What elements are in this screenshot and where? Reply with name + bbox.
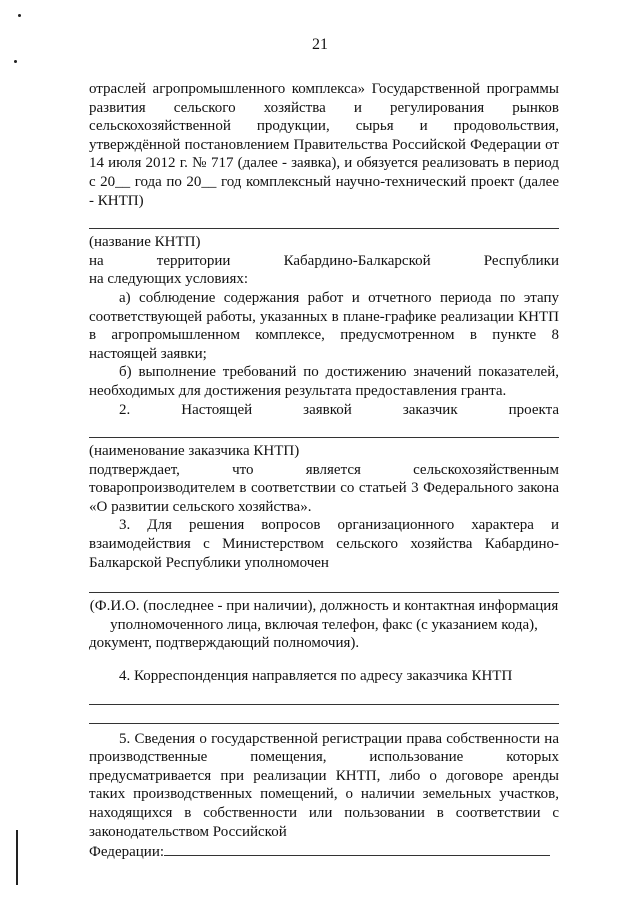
- scan-mark: [16, 830, 18, 885]
- paragraph-territory: на территории Кабардино-Балкарской Республики: [89, 252, 559, 269]
- item-5-end: [89, 841, 559, 862]
- paragraph-intro: отраслей агропромышленного комплекса» Государственной программы развития сельского хозяйства и регулирования рынков сельскохозяйственной продукции, сырья и продовольствия, утверждённой постановлением Правительства Российской Федерации от 14 июля 2012 г. № 717 (далее - заявка), и обязуется реализовать в период с 20__ года по 20__ год комплексный научно-технический проект (далее - КНТП): [89, 81, 559, 209]
- paragraph-conditions: на следующих условиях:: [89, 271, 249, 288]
- item-2-continued: подтверждает, что является сельскохозяйственным товаропроизводителем в соответствии со статьей 3 Федерального закона «О развитии сельского хозяйства».: [89, 461, 559, 515]
- document-body: [89, 80, 559, 862]
- blank-line-customer[interactable]: [89, 423, 559, 438]
- item-5-end-label: Федерации:: [89, 844, 165, 861]
- item-5: 5. Сведения о государственной регистрации права собственности на производственные помещения, использование которых предусматривается при реализации КНТП, либо о договоре аренды таких производственных помещений, о наличии земельных участков, находящихся в собственности или пользовании в соответствии с законодательством Российской: [89, 730, 559, 840]
- condition-b: б) выполнение требований по достижению значений показателей, необходимых для достижения результата предоставления гранта.: [89, 364, 559, 399]
- blank-line-person[interactable]: [89, 578, 559, 593]
- caption-ktp-name: (название КНТП): [89, 234, 201, 251]
- caption-person: (Ф.И.О. (последнее - при наличии), должность и контактная информация уполномоченного лица, включая телефон, факс (с указанием кода), документ, подтверждающий полномочия).: [89, 598, 559, 652]
- condition-a: а) соблюдение содержания работ и отчетного периода по этапу соответствующей работы, указанных в плане-графике реализации КНТП в агропромышленном комплексе, предусмотренном в пункте 8 настоящей заявки;: [89, 289, 559, 362]
- item-3: 3. Для решения вопросов организационного характера и взаимодействия с Министерством сельского хозяйства Кабардино-Балкарской Республики уполномочен: [89, 517, 559, 571]
- page-number: 21: [312, 36, 328, 53]
- caption-customer: (наименование заказчика КНТП): [89, 443, 300, 460]
- item-4: 4. Корреспонденция направляется по адресу заказчика КНТП: [119, 668, 513, 685]
- blank-line-address-2[interactable]: [89, 709, 559, 724]
- scan-mark: [18, 14, 21, 17]
- scan-mark: [14, 60, 17, 63]
- blank-line-federation[interactable]: [164, 841, 550, 856]
- blank-line-address-1[interactable]: [89, 690, 559, 705]
- blank-line-ktp-name[interactable]: [89, 214, 559, 229]
- item-2: 2. Настоящей заявкой заказчик проекта: [119, 401, 559, 418]
